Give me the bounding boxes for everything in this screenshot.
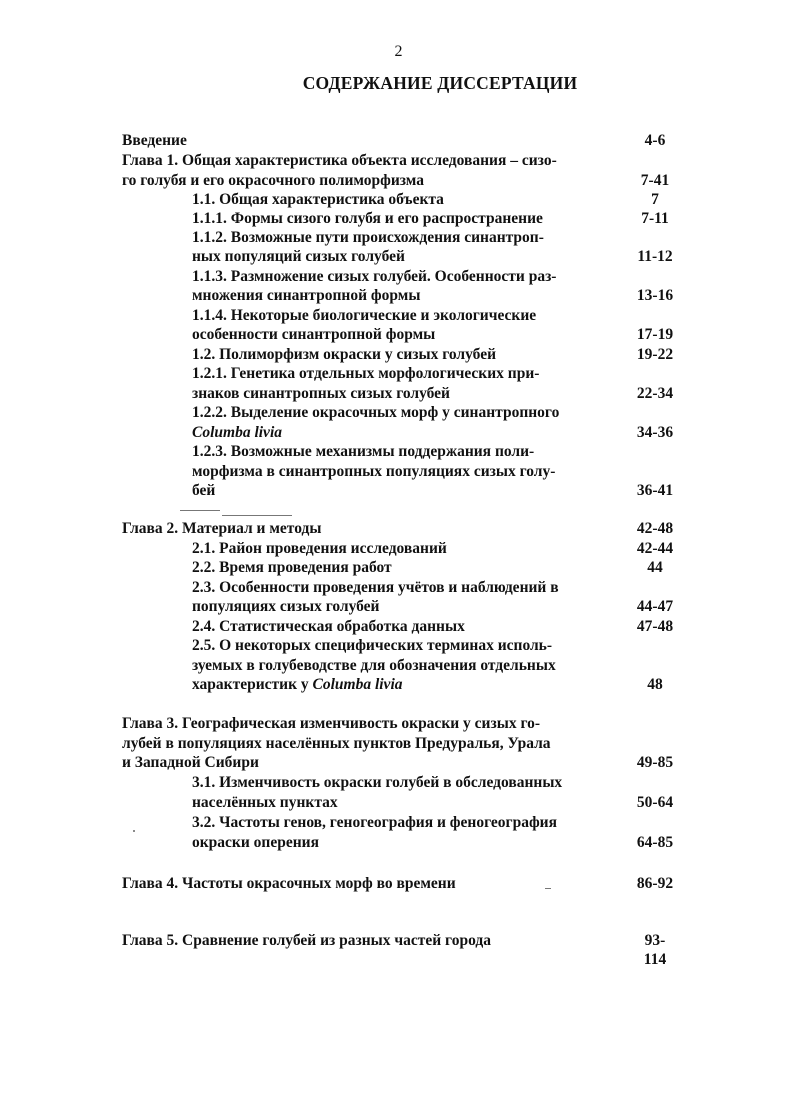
toc-section-1-1-3-line-2: множения синантропной формы [192,287,421,304]
toc-chapter-3-line-2: лубей в популяциях населённых пунктов Предуралья, Урала [122,735,551,752]
toc-chapter-1-line-2: го голубя и его окрасочного полиморфизма [122,172,424,189]
toc-section-2-5-pages: 48 [647,676,663,693]
toc-section-2-2: 2.2. Время проведения работ [192,559,392,576]
toc-section-1-2-2-pages: 34-36 [636,424,674,441]
toc-section-1-2-3-line-3: бей [192,482,216,499]
scan-mark [222,515,292,516]
toc-section-3-2-line-2: окраски оперения [192,834,319,851]
toc-section-2-3-line-1: 2.3. Особенности проведения учётов и наблюдений в [192,579,559,596]
toc-chapter-3-line-1: Глава 3. Географическая изменчивость окраски у сизых го- [122,715,541,732]
toc-chapter-4-pages: 86-92 [636,875,674,892]
toc-section-1-1-4-line-1: 1.1.4. Некоторые биологические и экологические [192,307,537,324]
toc-section-1-2-1-pages: 22-34 [636,385,674,402]
toc-section-1-1-2-line-2: ных популяций сизых голубей [192,248,405,265]
toc-section-2-3-pages: 44-47 [636,598,674,615]
toc-section-3-2-line-1: 3.2. Частоты генов, геногеография и феногеография [192,814,557,831]
toc-section-3-1-line-1: 3.1. Изменчивость окраски голубей в обследованных [192,774,563,791]
toc-chapter-3-line-3: и Западной Сибири [122,754,259,771]
toc-chapter-2: Глава 2. Материал и методы [122,520,322,537]
toc-intro-pages: 4-6 [644,132,666,149]
page-number: 2 [394,43,403,60]
toc-chapter-5-pages-line-1: 93- [644,932,666,949]
toc-chapter-1-line-1: Глава 1. Общая характеристика объекта исследования – сизо- [122,152,557,169]
toc-chapter-2-pages: 42-48 [636,520,674,537]
toc-section-1-2-1-line-2: знаков синантропных сизых голубей [192,385,450,402]
toc-section-1-2-3-line-2: морфизма в синантропных популяциях сизых голу- [192,463,556,480]
scan-mark [545,888,551,889]
toc-section-2-4: 2.4. Статистическая обработка данных [192,618,465,635]
toc-chapter-5-pages-line-2: 114 [643,951,667,968]
toc-section-1-1-pages: 7 [651,191,659,208]
toc-chapter-4: Глава 4. Частоты окрасочных морф во времени [122,875,456,892]
toc-section-1-2-3-line-1: 1.2.3. Возможные механизмы поддержания поли- [192,443,535,460]
scan-mark [180,510,220,511]
toc-intro: Введение [122,132,187,149]
toc-section-1-1-2-pages: 11-12 [637,248,673,265]
toc-section-2-3-line-2: популяциях сизых голубей [192,598,380,615]
toc-section-1-1-4-pages: 17-19 [636,326,674,343]
toc-section-1-1-1-pages: 7-11 [641,210,669,227]
toc-section-1-2-1-line-1: 1.2.1. Генетика отдельных морфологических при- [192,365,540,382]
toc-section-2-5-line-2: зуемых в голубеводстве для обозначения отдельных [192,657,556,674]
toc-section-2-1: 2.1. Район проведения исследований [192,540,447,557]
toc-section-3-2-pages: 64-85 [636,834,674,851]
toc-section-1-2-pages: 19-22 [636,346,674,363]
toc-section-2-4-pages: 47-48 [636,618,674,635]
toc-section-1-1: 1.1. Общая характеристика объекта [192,191,444,208]
toc-section-2-5-species: Columba livia [312,676,403,693]
toc-chapter-3-pages: 49-85 [636,754,674,771]
toc-section-1-2-3-pages: 36-41 [636,482,674,499]
toc-section-1-1-3-line-1: 1.1.3. Размножение сизых голубей. Особенности раз- [192,268,557,285]
toc-section-2-5-line-3 [192,675,403,694]
toc-section-1-2: 1.2. Полиморфизм окраски у сизых голубей [192,346,497,363]
scan-speck [133,830,135,832]
toc-section-2-5-line-3-text: характеристик у [192,676,313,693]
document-title: СОДЕРЖАНИЕ ДИССЕРТАЦИИ [302,73,578,93]
toc-section-2-5-line-1: 2.5. О некоторых специфических терминах исполь- [192,637,553,654]
toc-section-2-2-pages: 44 [647,559,663,576]
toc-section-2-1-pages: 42-44 [636,540,674,557]
toc-section-1-1-4-line-2: особенности синантропной формы [192,326,436,343]
toc-section-3-1-line-2: населённых пунктах [192,794,338,811]
toc-section-1-1-3-pages: 13-16 [636,287,674,304]
toc-section-3-1-pages: 50-64 [636,794,674,811]
toc-chapter-5: Глава 5. Сравнение голубей из разных частей города [122,932,491,949]
toc-section-1-2-2-line-1: 1.2.2. Выделение окрасочных морф у синантропного [192,404,560,421]
toc-section-1-1-2-line-1: 1.1.2. Возможные пути происхождения синантроп- [192,229,544,246]
toc-section-1-1-1: 1.1.1. Формы сизого голубя и его распространение [192,210,543,227]
toc-chapter-1-pages: 7-41 [640,172,670,189]
toc-section-1-2-2-line-2: Columba livia [192,424,282,441]
